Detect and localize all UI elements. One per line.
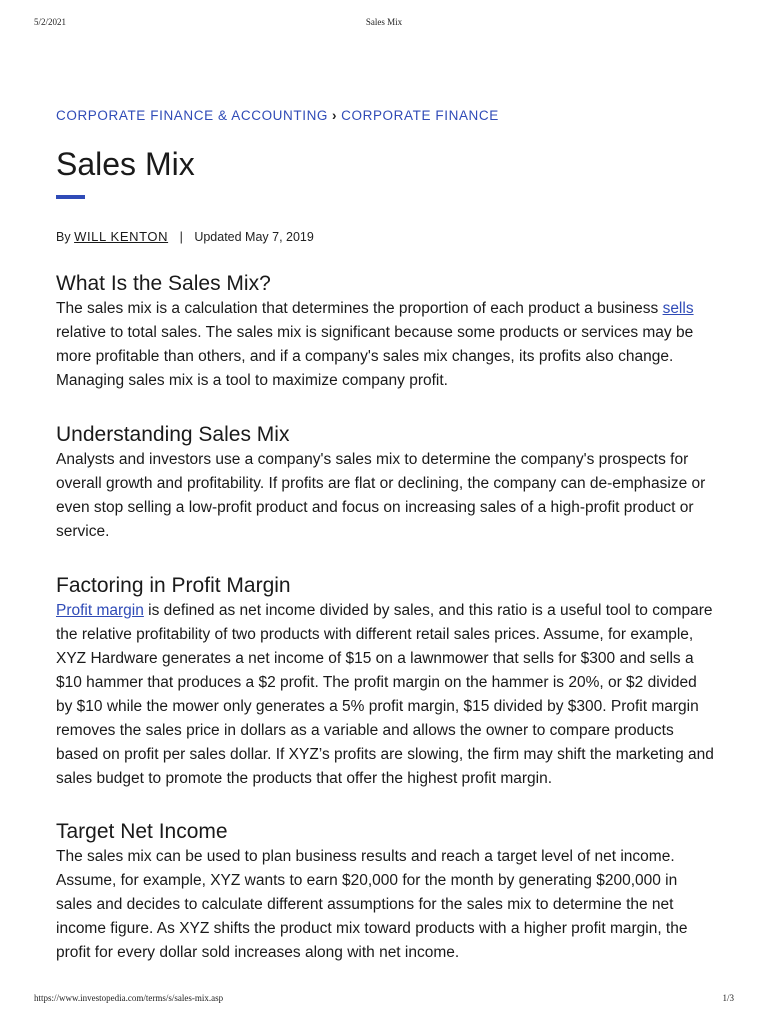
section-heading: Understanding Sales Mix — [56, 423, 290, 446]
section-paragraph: The sales mix can be used to plan business results and reach a target level of net income. Assume, for example, XYZ wants to earn $20,000 for the month by generating $200,000 in sales and decides to calculate different assumptions for the sales mix to determine the net income figure. As XYZ shifts the product mix toward products with a higher profit margin, the profit for every dollar sold increases along with net income. — [56, 848, 688, 961]
section-paragraph — [56, 599, 716, 791]
section-heading: Target Net Income — [56, 820, 228, 843]
byline — [56, 227, 716, 247]
paragraph-text: relative to total sales. The sales mix is significant because some products or services may be more profitable than others, and if a company's sales mix changes, its profits also change. Managing sales mix is a tool to maximize company profit. — [56, 324, 694, 389]
section-target-net-income — [56, 819, 716, 965]
paragraph-text: The sales mix is a calculation that determines the proportion of each product a business — [56, 300, 663, 317]
print-header — [0, 17, 768, 31]
breadcrumb-item-corporate-finance-accounting[interactable]: CORPORATE FINANCE & ACCOUNTING — [56, 108, 329, 123]
author-link[interactable]: WILL KENTON — [74, 229, 169, 244]
print-date: 5/2/2021 — [34, 17, 67, 27]
print-page-title: Sales Mix — [365, 17, 403, 27]
section-paragraph — [56, 297, 716, 393]
sells-link[interactable]: sells — [662, 300, 694, 317]
profit-margin-link[interactable]: Profit margin — [56, 602, 144, 619]
page-number: 1/3 — [722, 993, 734, 1003]
chevron-right-icon: › — [332, 108, 338, 123]
section-profit-margin — [56, 573, 716, 791]
section-what-is-sales-mix — [56, 271, 716, 393]
breadcrumb-item-corporate-finance[interactable]: CORPORATE FINANCE — [341, 108, 499, 123]
paragraph-text: is defined as net income divided by sales, and this ratio is a useful tool to compare the relative profitability of two products with different retail sales prices. Assume, for example, XYZ Hardware generates a net income of $15 on a lawnmower that sells for $300 and sells a $10 hammer that produces a $2 profit. The profit margin on the hammer is 20%, or $2 divided by $10 while the mower only generates a 5% profit margin, $15 divided by $300. Profit margin removes the sales price in dollars as a variable and allows the owner to compare products based on profit per sales dollar. If XYZ’s profits are slowing, the firm may shift the marketing and sales budget to promote the products that offer the highest profit margin. — [56, 602, 714, 787]
breadcrumb — [56, 106, 716, 126]
section-heading: Factoring in Profit Margin — [56, 574, 291, 597]
section-heading: What Is the Sales Mix? — [56, 272, 271, 295]
section-understanding-sales-mix — [56, 422, 716, 544]
updated-date: Updated May 7, 2019 — [194, 230, 314, 244]
byline-by: By — [56, 230, 71, 244]
byline-divider: | — [179, 230, 183, 244]
print-url: https://www.investopedia.com/terms/s/sales-mix.asp — [34, 993, 224, 1003]
title-underline — [56, 195, 85, 199]
article — [56, 106, 716, 965]
section-paragraph: Analysts and investors use a company's sales mix to determine the company's prospects for overall growth and profitability. If profits are flat or declining, the company can de-emphasize or even stop selling a low-profit product and focus on increasing sales of a high-profit product or service. — [56, 451, 706, 540]
page-title: Sales Mix — [56, 146, 195, 182]
print-footer — [0, 993, 768, 1007]
